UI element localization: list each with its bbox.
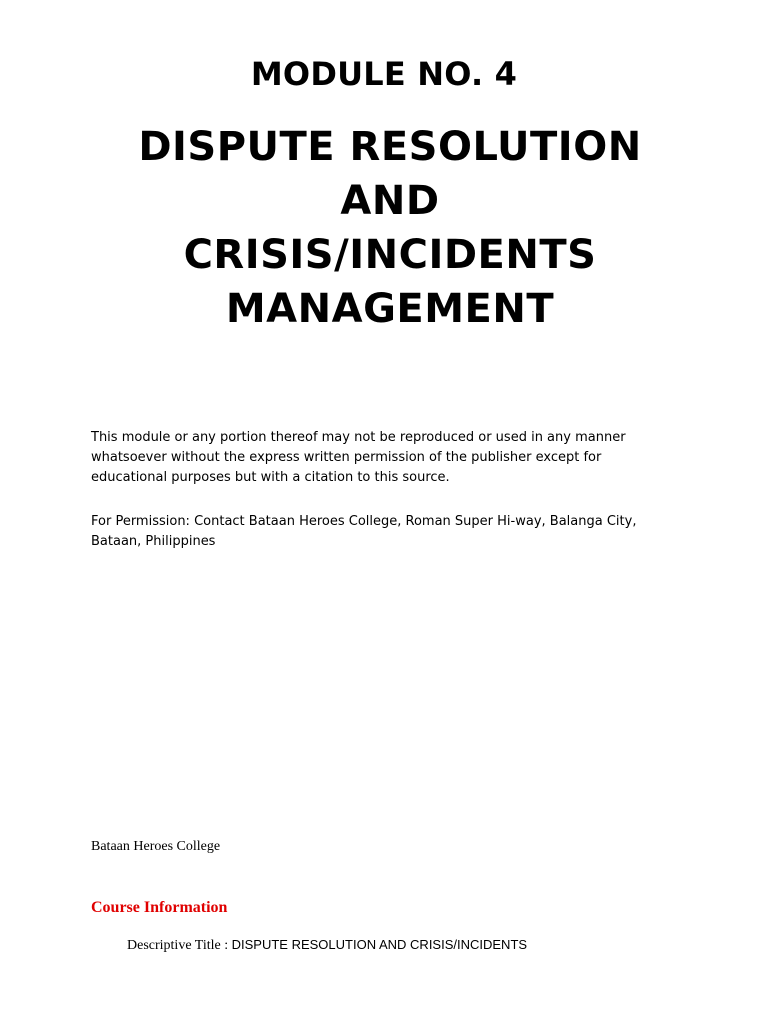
module-title [100, 120, 680, 336]
course-information-heading: Course Information [91, 899, 228, 916]
descriptive-title-row [127, 935, 527, 956]
permission-contact [91, 512, 691, 552]
descriptive-title-label: Descriptive Title : [127, 938, 232, 953]
module-title-line: DISPUTE RESOLUTION AND [138, 124, 642, 224]
copyright-notice-line: whatsoever without the express written permission of the publisher except for [91, 450, 602, 465]
copyright-notice-line: This module or any portion thereof may not be reproduced or used in any manner [91, 430, 626, 445]
module-number-heading: MODULE NO. 4 [250, 55, 518, 93]
copyright-notice [91, 428, 691, 488]
module-title-line: CRISIS/INCIDENTS [183, 232, 597, 278]
descriptive-title-value: DISPUTE RESOLUTION AND CRISIS/INCIDENTS [231, 937, 528, 952]
college-name: Bataan Heroes College [91, 839, 221, 854]
copyright-notice-line: educational purposes but with a citation to this source. [91, 470, 450, 485]
module-title-line: MANAGEMENT [225, 286, 555, 332]
permission-contact-line: For Permission: Contact Bataan Heroes College, Roman Super Hi-way, Balanga City, [91, 514, 637, 529]
permission-contact-line: Bataan, Philippines [91, 534, 216, 549]
